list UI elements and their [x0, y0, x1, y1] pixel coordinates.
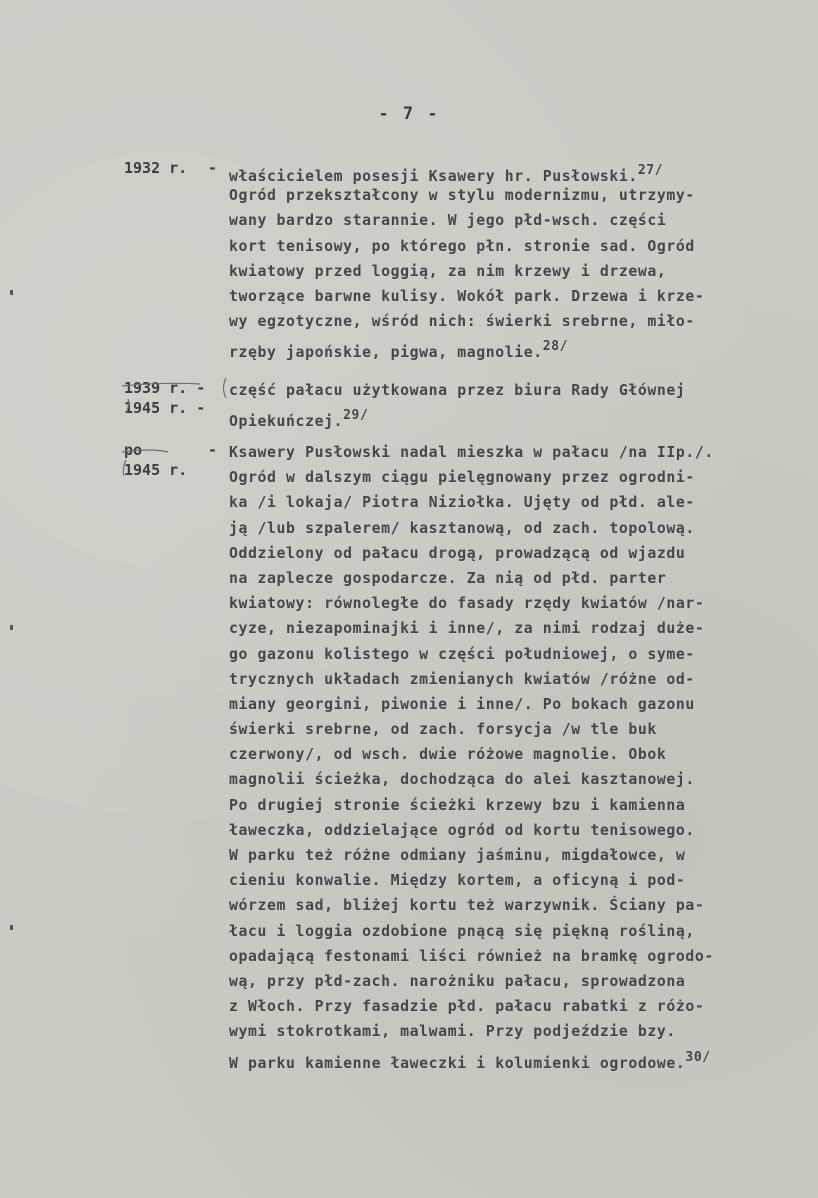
text-line: tworzące barwne kulisy. Wokół park. Drzewa i krze-	[229, 287, 705, 305]
text-line: trycznych układach zmienianych kwiatów /różne od-	[229, 670, 695, 688]
entry-date-line: po	[124, 441, 143, 459]
text-line: świerki srebrne, od zach. forsycja /w tle buk	[229, 721, 657, 739]
text-line: ka /i lokaja/ Piotra Niziołka. Ujęty od płd. ale-	[229, 494, 695, 512]
text-line: go gazonu kolistego w części południowej, o syme-	[229, 645, 695, 663]
text-line: wórzem sad, bliżej kortu też warzywnik. Ściany pa-	[229, 897, 705, 915]
footnote-ref: 29/	[343, 408, 369, 424]
page-number: - 7 -	[378, 104, 440, 124]
text-line: łacu i loggia ozdobione pnącą się piękną rośliną,	[229, 922, 695, 940]
text-line: Opiekuńczej.	[229, 413, 344, 431]
text-line: na zaplecze gospodarcze. Za nią od płd. parter	[229, 569, 667, 587]
text-line: czerwony/, od wsch. dwie różowe magnolie. Obok	[229, 746, 667, 764]
text-line: kort tenisowy, po którego płn. stronie sad. Ogród	[229, 237, 695, 255]
text-line: W parku kamienne ławeczki i kolumienki ogrodowe.	[229, 1054, 686, 1072]
text-line: część pałacu użytkowana przez biura Rady Głównej	[229, 382, 686, 399]
text-line: cieniu konwalie. Między kortem, a oficyną i pod-	[229, 872, 686, 890]
entry-date-line: 1932 r.	[124, 159, 188, 177]
text-line: właścicielem posesji Ksawery hr. Pusłowski.	[229, 168, 638, 185]
text-line: magnolii ścieżka, dochodząca do alei kasztanowej.	[229, 771, 695, 789]
text-line: opadającą festonami liści również na bramkę ogrodo-	[229, 947, 714, 965]
text-line: Po drugiej stronie ścieżki krzewy bzu i kamienna	[229, 796, 686, 814]
footnote-ref: 27/	[637, 163, 664, 178]
text-line: Ksawery Pusłowski nadal mieszka w pałacu /na IIp./.	[229, 444, 714, 461]
text-line: kwiatowy: równoległe do fasady rzędy kwiatów /nar-	[229, 595, 705, 613]
entry-date-line: 1939 r. -	[124, 379, 206, 397]
text-line: wany bardzo starannie. W jego płd-wsch. części	[229, 212, 667, 230]
text-line: rzęby japońskie, pigwa, magnolie.	[229, 344, 543, 362]
text-line: Oddzielony od pałacu drogą, prowadzącą od wjazdu	[229, 544, 686, 562]
text-line: kwiatowy przed loggią, za nim krzewy i drzewa,	[229, 262, 667, 280]
text-line: cyze, niezapominajki i inne/, za nimi rodzaj duże-	[229, 620, 705, 638]
entry-date-line: 1945 r.	[124, 461, 188, 479]
text-line: z Włoch. Przy fasadzie płd. pałacu rabatki z różo-	[229, 998, 705, 1016]
entry-date-line: 1945 r. -	[124, 399, 206, 417]
footnote-ref: 30/	[685, 1049, 711, 1065]
text-line: wy egzotyczne, wśród nich: świerki srebrne, miło-	[229, 313, 695, 331]
entry-dash: -	[208, 441, 218, 459]
text-line: ławeczka, oddzielające ogród od kortu tenisowego.	[229, 821, 695, 839]
text-line: wymi stokrotkami, malwami. Przy podjeździe bzy.	[229, 1023, 676, 1041]
entry-dash: -	[208, 159, 218, 177]
text-line: W parku też różne odmiany jaśminu, migdałowce, w	[229, 847, 686, 864]
text-line: Ogród przekształcony w stylu modernizmu, utrzymy-	[229, 187, 695, 205]
text-line: Ogród w dalszym ciągu pielęgnowany przez ogrodni-	[229, 469, 695, 487]
text-line: ją /lub szpalerem/ kasztanową, od zach. topolową.	[229, 519, 695, 537]
text-line: miany georgini, piwonie i inne/. Po bokach gazonu	[229, 695, 695, 713]
footnote-ref: 28/	[542, 339, 569, 355]
text-line: wą, przy płd-zach. narożniku pałacu, sprowadzona	[229, 972, 686, 990]
